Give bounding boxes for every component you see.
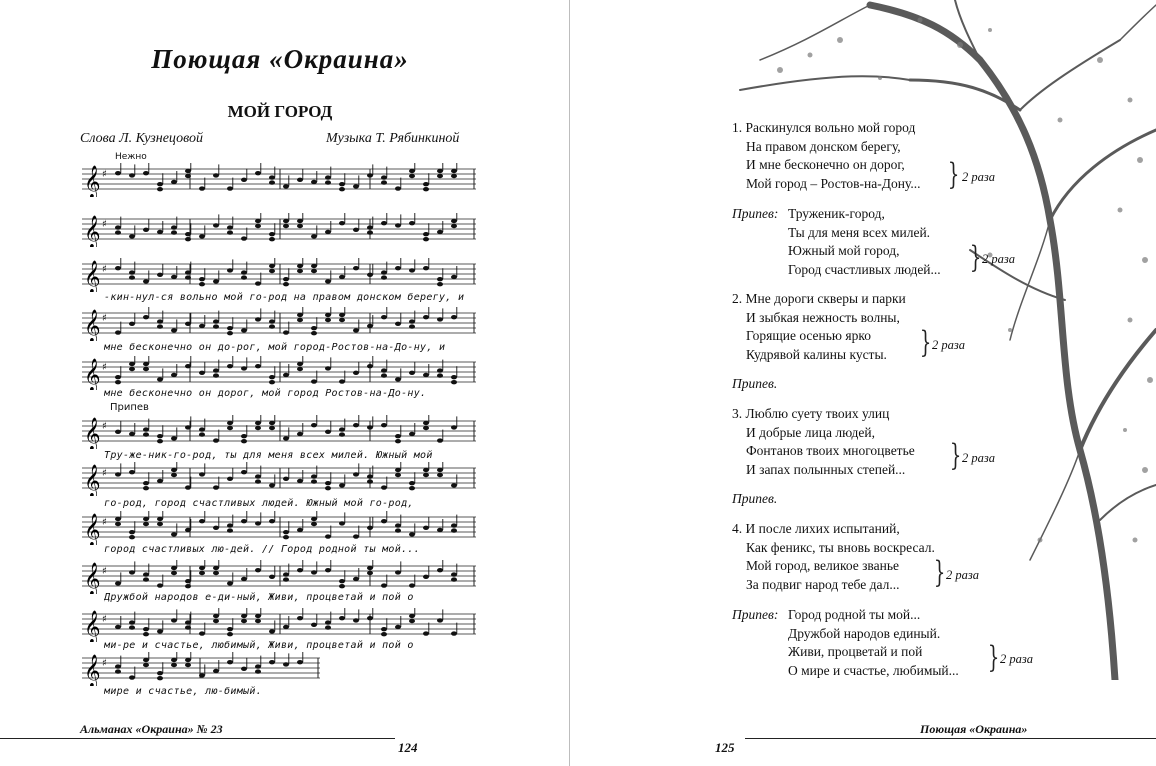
page-footer-title: Поющая «Окраина» [920, 722, 1028, 736]
repeat-note: 2 раза [932, 338, 966, 352]
left-page [0, 0, 570, 766]
page-number: 125 [715, 740, 735, 755]
repeat-brace: } [969, 240, 982, 275]
chorus-1 [732, 205, 941, 279]
repeat-brace: } [933, 555, 946, 590]
verse-line: Как феникс, ты вновь воскресал. [746, 539, 935, 555]
page-number: 124 [398, 740, 418, 755]
music-staff [80, 307, 478, 341]
music-staff [80, 415, 478, 449]
verse-4 [732, 520, 935, 594]
verse-line: Фонтанов твоих многоцветье [746, 443, 915, 458]
verse-number: 1. [732, 120, 743, 135]
verse-line: И зыбкая нежность волны, [746, 309, 900, 325]
score-lyric-line: Дружбой народов е-ди-ный, Живи, процветай и пой о [104, 592, 414, 603]
repeat-note: 2 раза [982, 252, 1016, 266]
svg-text:𝄞: 𝄞 [84, 464, 101, 496]
svg-text:𝄞: 𝄞 [84, 260, 101, 292]
svg-text:♯: ♯ [102, 517, 107, 528]
verse-number: 3. [732, 406, 743, 421]
right-page [570, 0, 1156, 766]
repeat-note: 2 раза [946, 568, 980, 582]
svg-text:♯: ♯ [102, 362, 107, 373]
music-staff [80, 462, 478, 496]
svg-text:𝄞: 𝄞 [84, 215, 101, 247]
verse-line: Раскинулся вольно мой город [745, 120, 916, 135]
repeat-brace: } [919, 325, 932, 360]
chorus-reference: Припев. [732, 376, 778, 391]
verse-line: Мой город, великое званье [746, 558, 899, 573]
score-lyric-line: мире и счастье, лю-бимый. [104, 686, 263, 697]
music-staff [80, 213, 478, 247]
score-lyric-line: Тру-же-ник-го-род, ты для меня всех милей. Южный мой [104, 450, 433, 461]
score-lyric-line: мне бесконечно он до-рог, мой город-Ростов-на-До-ну, и [104, 342, 446, 353]
chorus-label: Припев: [732, 206, 779, 221]
svg-text:♯: ♯ [102, 313, 107, 324]
verse-line: Кудрявой калины кусты. [746, 346, 887, 362]
repeat-note: 2 раза [1000, 652, 1034, 666]
svg-text:♯: ♯ [102, 658, 107, 669]
repeat-note: 2 раза [962, 170, 996, 184]
music-staff [80, 511, 478, 545]
score-lyric-line: го-род, город счастливых людей. Южный мой го-род, [104, 498, 414, 509]
verse-1 [732, 119, 920, 193]
verse-line: Люблю суету твоих улиц [745, 406, 890, 421]
lyricist-credit: Слова Л. Кузнецовой [80, 131, 203, 146]
song-title: МОЙ ГОРОД [227, 102, 333, 121]
score-lyric-line: город счастливых лю-дей. // Город родной ты мой... [104, 544, 421, 555]
svg-text:𝄞: 𝄞 [84, 417, 101, 449]
music-staff [80, 163, 478, 197]
verse-line: За подвиг народ тебе дал... [746, 576, 900, 592]
verse-line: Мне дороги скверы и парки [745, 291, 906, 306]
repeat-brace: } [949, 438, 962, 473]
music-staff [80, 258, 478, 292]
chorus-reference: Припев. [732, 491, 778, 506]
svg-text:♯: ♯ [102, 264, 107, 275]
verse-line: И запах полынных степей... [746, 461, 906, 477]
svg-text:♯: ♯ [102, 219, 107, 230]
chorus-line: Дружбой народов единый. [788, 625, 941, 641]
verse-line: И добрые лица людей, [746, 424, 875, 440]
chorus-line: Живи, процветай и пой [788, 644, 923, 659]
chorus-label: Припев: [732, 607, 779, 622]
verse-line: Мой город – Ростов-на-Дону... [746, 175, 921, 191]
svg-text:𝄞: 𝄞 [84, 309, 101, 341]
verse-line: И мне бесконечно он дорог, [746, 157, 905, 172]
score-lyric-line: ми-ре и счастье, любимый, Живи, процветай и пой о [104, 640, 414, 651]
score-lyric-line: -кин-нул-ся вольно мой го-род на правом донском берегу, и [104, 292, 465, 303]
almanac-footer: Альманах «Окраина» № 23 [80, 722, 223, 736]
svg-text:♯: ♯ [102, 421, 107, 432]
svg-text:♯: ♯ [102, 566, 107, 577]
verse-number: 4. [732, 521, 743, 536]
svg-text:𝄞: 𝄞 [84, 165, 101, 197]
svg-text:𝄞: 𝄞 [84, 358, 101, 390]
svg-text:♯: ♯ [102, 169, 107, 180]
verse-line: На правом донском берегу, [746, 138, 901, 154]
chorus-line: Труженик-город, [788, 206, 885, 221]
svg-text:♯: ♯ [102, 614, 107, 625]
chorus-line: Южный мой город, [788, 243, 900, 258]
tempo-marking: Нежно [115, 152, 147, 162]
chorus-line: О мире и счастье, любимый... [788, 662, 959, 678]
music-staff [80, 608, 478, 642]
verse-line: Горящие осенью ярко [746, 328, 871, 343]
chorus-line: Город родной ты мой... [788, 607, 921, 622]
score-lyric-line: мне бесконечно он дорог, мой город Ростов-на-До-ну. [104, 388, 427, 399]
svg-text:𝄞: 𝄞 [84, 513, 101, 545]
chorus-line: Ты для меня всех милей. [788, 224, 931, 240]
svg-text:𝄞: 𝄞 [84, 654, 101, 686]
composer-credit: Музыка Т. Рябинкиной [326, 131, 460, 146]
verse-number: 2. [732, 291, 743, 306]
footer-rule [745, 738, 1156, 739]
svg-text:𝄞: 𝄞 [84, 610, 101, 642]
music-staff [80, 356, 478, 390]
repeat-brace: } [987, 640, 1000, 675]
svg-text:♯: ♯ [102, 468, 107, 479]
chorus-mark: Припев [110, 402, 149, 413]
verse-line: И после лихих испытаний, [745, 521, 900, 536]
repeat-brace: } [947, 157, 960, 192]
music-staff [80, 560, 478, 594]
svg-text:𝄞: 𝄞 [84, 562, 101, 594]
footer-rule [0, 738, 395, 739]
repeat-note: 2 раза [962, 451, 996, 465]
page-header-title: Поющая «Окраина» [151, 44, 409, 74]
verse-2 [732, 290, 906, 364]
music-staff [80, 652, 478, 686]
chorus-line: Город счастливых людей... [788, 261, 941, 277]
chorus-2 [732, 606, 959, 680]
verse-3 [732, 405, 915, 479]
